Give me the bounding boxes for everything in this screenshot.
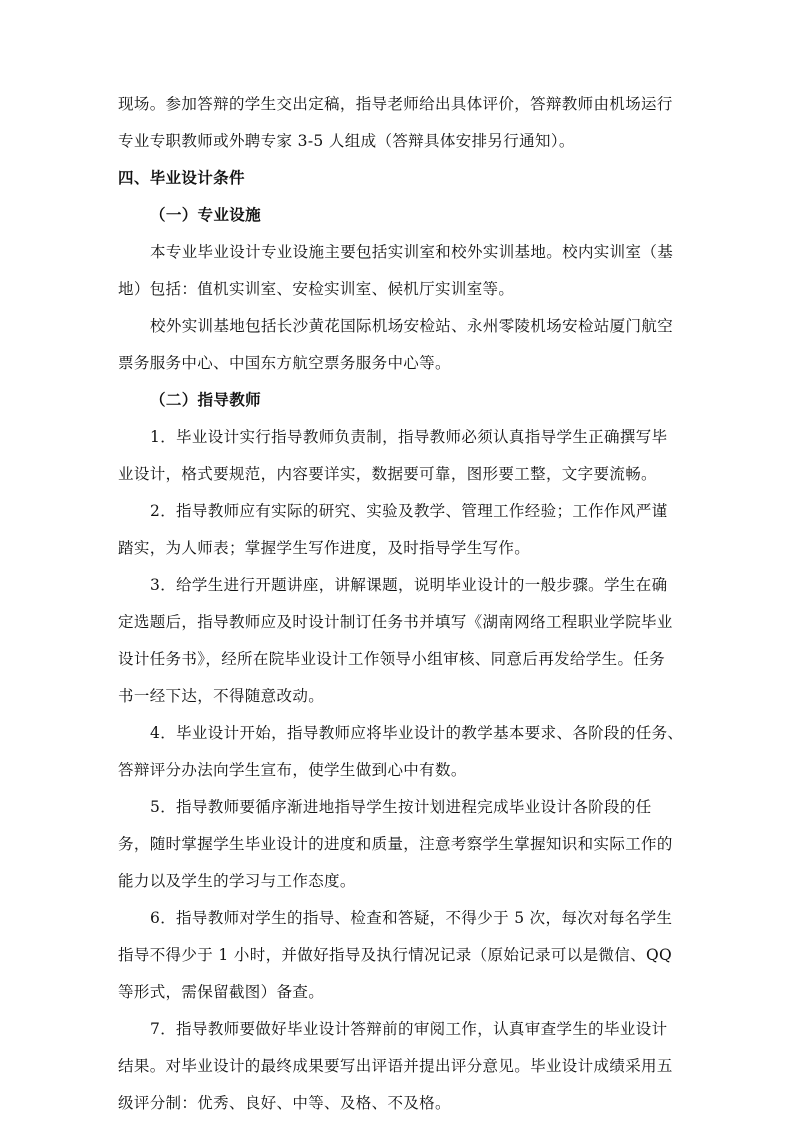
paragraph-line: 书一经下达，不得随意改动。 (118, 687, 325, 705)
paragraph-line: 踏实，为人师表；掌握学生写作进度，及时指导学生写作。 (118, 539, 531, 557)
paragraph-line: 结果。对毕业设计的最终成果要写出评语并提出评分意见。毕业设计成绩采用五 (118, 1057, 673, 1075)
paragraph-line: 2．指导教师应有实际的研究、实验及教学、管理工作经验；工作作风严谨 (150, 502, 668, 520)
paragraph-line: 指导不得少于 1 小时，并做好指导及执行情况记录（原始记录可以是微信、QQ (118, 946, 673, 964)
paragraph-line: 地）包括：值机实训室、安检实训室、候机厅实训室等。 (118, 280, 515, 298)
paragraph-line: 6．指导教师对学生的指导、检查和答疑，不得少于 5 次，每次对每名学生 (150, 909, 673, 927)
paragraph-line: 能力以及学生的学习与工作态度。 (118, 872, 356, 890)
paragraph-line: 专业专职教师或外聘专家 3-5 人组成（答辩具体安排另行通知）。 (118, 132, 575, 150)
paragraph-line: 业设计，格式要规范，内容要详实，数据要可靠，图形要工整，文字要流畅。 (118, 465, 657, 483)
section-heading: 四、毕业设计条件 (118, 168, 245, 187)
paragraph-line: 票务服务中心、中国东方航空票务服务中心等。 (118, 354, 451, 372)
paragraph-line: 答辩评分办法向学生宣布，使学生做到心中有数。 (118, 761, 467, 779)
subsection-heading: （一）专业设施 (150, 205, 261, 224)
paragraph-line: 级评分制：优秀、良好、中等、及格、不及格。 (118, 1094, 451, 1112)
paragraph-line: 7．指导教师要做好毕业设计答辩前的审阅工作，认真审查学生的毕业设计 (150, 1020, 668, 1038)
paragraph-line: 定选题后，指导教师应及时设计制订任务书并填写《湖南网络工程职业学院毕业 (118, 613, 673, 631)
paragraph-line: 设计任务书》，经所在院毕业设计工作领导小组审核、同意后再发给学生。任务 (118, 650, 666, 668)
paragraph-line: 校外实训基地包括长沙黄花国际机场安检站、永州零陵机场安检站厦门航空 (150, 317, 674, 335)
paragraph-line: 1．毕业设计实行指导教师负责制，指导教师必须认真指导学生正确撰写毕 (150, 428, 668, 446)
paragraph-line: 3．给学生进行开题讲座，讲解课题，说明毕业设计的一般步骤。学生在确 (150, 576, 668, 594)
paragraph-line: 本专业毕业设计专业设施主要包括实训室和校外实训基地。校内实训室（基 (150, 243, 674, 261)
paragraph-line: 4．毕业设计开始，指导教师应将毕业设计的教学基本要求、各阶段的任务、 (150, 724, 684, 742)
paragraph-line: 5．指导教师要循序渐进地指导学生按计划进程完成毕业设计各阶段的任 (150, 798, 652, 816)
paragraph-line: 现场。参加答辩的学生交出定稿，指导老师给出具体评价，答辩教师由机场运行 (118, 95, 673, 113)
subsection-heading: （二）指导教师 (150, 390, 261, 409)
paragraph-line: 等形式，需保留截图）备查。 (118, 983, 325, 1001)
paragraph-line: 务，随时掌握学生毕业设计的进度和质量，注意考察学生掌握知识和实际工作的 (118, 835, 673, 853)
